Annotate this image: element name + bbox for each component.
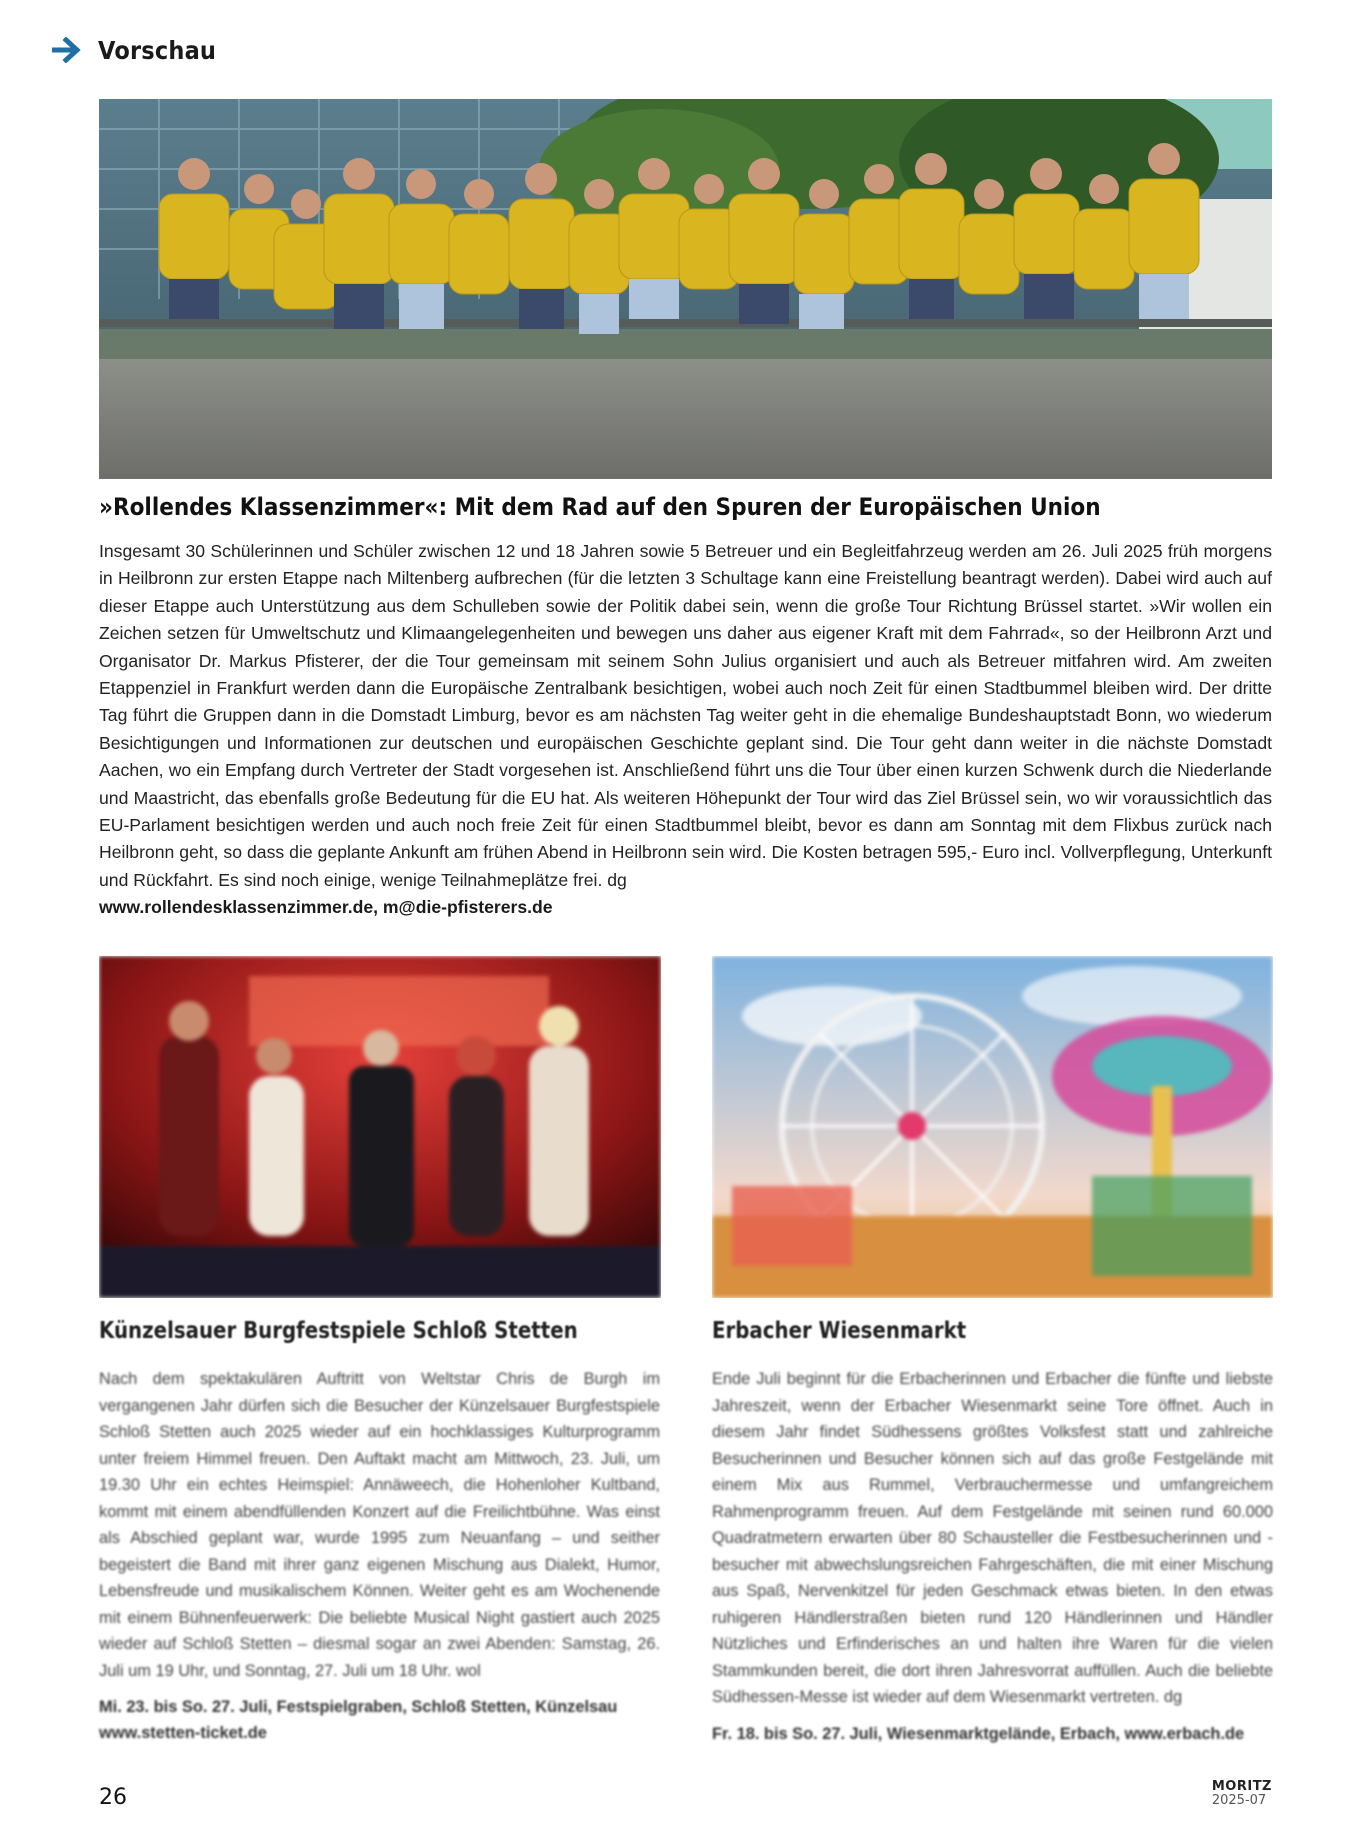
- article-right-info: [712, 1721, 1273, 1747]
- fairground-photo: [712, 956, 1273, 1298]
- group-photo: [99, 99, 1272, 479]
- article-body: Insgesamt 30 Schülerinnen und Schüler zwischen 12 und 18 Jahren sowie 5 Betreuer und ein Begleitfahrzeug werden am 26. Juli 2025 früh morgens in Heilbronn zur ersten Etappe nach Miltenberg aufbrechen (für die letzten 3 Schultage kann eine Freistellung beantragt werden). Dabei wird auch auf dieser Etappe auch Unterstützung aus dem Schulleben sowie der Politik dabei sein, wenn die große Tour Richtung Brüssel startet. »Wir wollen ein Zeichen setzen für Umweltschutz und Klimaangelegenheiten und bewegen uns daher aus eigener Kraft mit dem Fahrrad«, so der Heilbronn Arzt und Organisator Dr. Markus Pfisterer, der die Tour gemeinsam mit seinem Sohn Julius organisiert und auch als Betreuer mitfahren wird. Am zweiten Etappenziel in Frankfurt werden dann die Europäische Zentralbank besichtigen, wobei auch noch Zeit für einen Stadtbummel bleiben wird. Der dritte Tag führt die Gruppen dann in die Domstadt Limburg, bevor es am nächsten Tag weiter geht in die ehemalige Bundeshauptstadt Bonn, wo wiederum Besichtigungen und Informationen zur deutschen und europäischen Geschichte geplant sind. Die Tour geht dann weiter in die nächste Domstadt Aachen, wo ein Empfang durch Vertreter der Stadt vorgesehen ist. Anschließend führt uns die Tour über einen kurzen Schwenk durch die Niederlande und Maastricht, das ebenfalls große Bedeutung für die EU hat. Als weiteren Höhepunkt der Tour wird das Ziel Brüssel sein, wo wir voraussichtlich das EU-Parlament besichtigen werden und auch noch freie Zeit für einen Stadtbummel bleibt, bevor es dann am Sonntag mit dem Flixbus zurück nach Heilbronn geht, so dass die geplante Ankunft am frühen Abend in Heilbronn sein wird. Die Kosten betragen 595,- Euro incl. Vollverpflegung, Unterkunft und Rückfahrt. Es sind noch einige, wenige Teilnahmeplätze frei. dg: [99, 541, 1272, 890]
- article-left-info: [99, 1694, 660, 1746]
- masthead-issue: 2025-07: [1211, 1793, 1267, 1808]
- article-links: www.rollendesklassenzimmer.de, m@die-pfisterers.de: [99, 897, 553, 917]
- article-right-info-line1: Fr. 18. bis So. 27. Juli, Wiesenmarktgelände, Erbach, www.erbach.de: [712, 1724, 1245, 1743]
- article-left: [99, 1310, 660, 1746]
- masthead-brand: MORITZ: [1211, 1779, 1272, 1794]
- musical-stage-photo: [99, 956, 661, 1298]
- article-left-headline: Künzelsauer Burgfestspiele Schloß Stetten: [99, 1318, 578, 1344]
- section-title: Vorschau: [98, 35, 217, 65]
- section-header: [52, 30, 229, 70]
- article-left-info-line1: Mi. 23. bis So. 27. Juli, Festspielgraben, Schloß Stetten, Künzelsau: [99, 1698, 618, 1716]
- page-number: 26: [99, 1785, 127, 1810]
- article-headline: »Rollendes Klassenzimmer«: Mit dem Rad auf den Spuren der Europäischen Union: [99, 493, 1101, 521]
- article-right-headline: Erbacher Wiesenmarkt: [712, 1318, 967, 1344]
- article-right-body: Ende Juli beginnt für die Erbacherinnen und Erbacher die fünfte und liebste Jahreszeit, wenn der Erbacher Wiesenmarkt seine Tore öffnet. Auch in diesem Jahr findet Südhessens größtes Volksfest statt und zahlreiche Besucherinnen und Besucher können sich auf das große Festgelände mit einem Mix aus Rummel, Verbrauchermesse und umfangreichem Rahmenprogramm freuen. Auf dem Festgelände mit seinen rund 60.000 Quadratmetern erwarten über 80 Schausteller die Festbesucherinnen und -besucher mit abwechslungsreichen Fahrgeschäften, die mit einer Mischung aus Spaß, Nervenkitzel für jeden Geschmack etwas bieten. In den etwas ruhigeren Händlerstraßen bieten rund 120 Händlerinnen und Händler Nützliches und Erfinderisches an und halten ihre Waren für die vielen Stammkunden bereit, die dort ihren Jahresvorrat auffüllen. Auch die beliebte Südhessen-Messe ist wieder auf dem Wiesenmarkt vertreten. dg: [712, 1370, 1273, 1706]
- arrow-right-icon: [52, 37, 82, 63]
- article-left-info-line2: www.stetten-ticket.de: [99, 1724, 267, 1742]
- masthead: [1212, 1780, 1272, 1808]
- article-left-body: Nach dem spektakulären Auftritt von Weltstar Chris de Burgh im vergangenen Jahr dürfen sich die Besucher der Künzelsauer Burgfestspiele Schloß Stetten auch 2025 wieder auf ein hochklassiges Kulturprogramm unter freiem Himmel freuen. Den Auftakt macht am Mittwoch, 23. Juli, um 19.30 Uhr ein echtes Heimspiel: Annäweech, die Hohenloher Kultband, kommt mit einem abendfüllenden Konzert auf die Freilichtbühne. Was einst als Abschied geplant war, wurde 1995 zum Neuanfang – und seither begeistert die Band mit ihrer ganz eigenen Mischung aus Dialekt, Humor, Lebensfreude und musikalischem Können. Weiter geht es am Wochenende mit einem Bühnenfeuerwerk: Die beliebte Musical Night gastiert auch 2025 wieder auf Schloß Stetten – diesmal sogar an zwei Abenden: Samstag, 26. Juli um 19 Uhr, und Sonntag, 27. Juli um 18 Uhr. wol: [99, 1370, 660, 1680]
- article-right: [712, 1310, 1273, 1747]
